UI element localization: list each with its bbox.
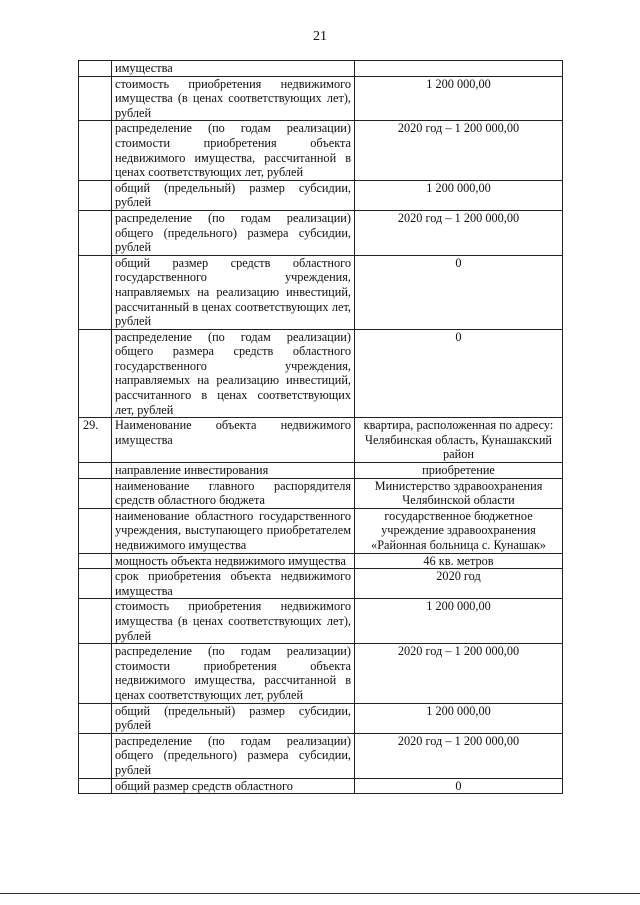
row-value-cell: 1 200 000,00 [355, 703, 563, 733]
table-row [79, 121, 563, 180]
table-row [79, 599, 563, 644]
row-value-cell: 0 [355, 255, 563, 329]
row-label-cell: общий размер средств областного государственного учреждения, направляемых на реализацию инвестиций, рассчитанный в ценах соответствующих лет, рублей [112, 255, 355, 329]
table-row [79, 329, 563, 418]
row-label-cell: общий (предельный) размер субсидии, рублей [112, 703, 355, 733]
table-row [79, 255, 563, 329]
row-value-cell: 2020 год – 1 200 000,00 [355, 644, 563, 703]
row-number-cell [79, 599, 112, 644]
row-label-cell: распределение (по годам реализации) общего (предельного) размера субсидии, рублей [112, 733, 355, 778]
row-number-cell: 29. [79, 418, 112, 463]
row-value-cell: 2020 год – 1 200 000,00 [355, 210, 563, 255]
page-number: 21 [313, 29, 327, 44]
row-label-cell: общий (предельный) размер субсидии, рублей [112, 180, 355, 210]
row-label-cell: распределение (по годам реализации) общего (предельного) размера субсидии, рублей [112, 210, 355, 255]
row-number-cell [79, 703, 112, 733]
row-label-cell: стоимость приобретения недвижимого имущества (в ценах соответствующих лет), рублей [112, 599, 355, 644]
row-value-cell: 2020 год [355, 569, 563, 599]
table-row [79, 508, 563, 553]
row-number-cell [79, 61, 112, 77]
table-row [79, 569, 563, 599]
row-number-cell [79, 329, 112, 418]
row-value-cell: 0 [355, 329, 563, 418]
row-number-cell [79, 508, 112, 553]
row-number-cell [79, 553, 112, 569]
table-row [79, 76, 563, 121]
table-row [79, 210, 563, 255]
row-number-cell [79, 478, 112, 508]
row-label-cell: мощность объекта недвижимого имущества [112, 553, 355, 569]
row-number-cell [79, 644, 112, 703]
row-number-cell [79, 121, 112, 180]
row-label-cell: направление инвестирования [112, 463, 355, 479]
table-row [79, 180, 563, 210]
row-number-cell [79, 569, 112, 599]
row-value-cell: 2020 год – 1 200 000,00 [355, 121, 563, 180]
row-label-cell: общий размер средств областного [112, 778, 355, 794]
row-number-cell [79, 180, 112, 210]
table-row [79, 418, 563, 463]
row-label-cell: распределение (по годам реализации) стоимости приобретения объекта недвижимого имущества, рассчитанной в ценах соответствующих лет, рублей [112, 644, 355, 703]
row-number-cell [79, 255, 112, 329]
row-label-cell: распределение (по годам реализации) общего размера средств областного государственного учреждения, направляемых на реализацию инвестиций, рассчитанного в ценах соответствующих лет, рублей [112, 329, 355, 418]
table-row [79, 733, 563, 778]
row-value-cell: Министерство здравоохранения Челябинской области [355, 478, 563, 508]
row-number-cell [79, 778, 112, 794]
table-row [79, 778, 563, 794]
row-label-cell: стоимость приобретения недвижимого имущества (в ценах соответствующих лет), рублей [112, 76, 355, 121]
table-row [79, 478, 563, 508]
footer-rule [0, 893, 640, 894]
row-value-cell: 1 200 000,00 [355, 599, 563, 644]
row-value-cell: 46 кв. метров [355, 553, 563, 569]
row-label-cell: наименование областного государственного учреждения, выступающего приобретателем недвижимого имущества [112, 508, 355, 553]
row-value-cell: приобретение [355, 463, 563, 479]
row-value-cell: 0 [355, 778, 563, 794]
row-label-cell: наименование главного распорядителя средств областного бюджета [112, 478, 355, 508]
row-value-cell: 2020 год – 1 200 000,00 [355, 733, 563, 778]
row-number-cell [79, 76, 112, 121]
row-label-cell: распределение (по годам реализации) стоимости приобретения объекта недвижимого имущества, рассчитанной в ценах соответствующих лет, рублей [112, 121, 355, 180]
row-value-cell: государственное бюджетное учреждение здравоохранения «Районная больница с. Кунашак» [355, 508, 563, 553]
table-row [79, 703, 563, 733]
row-number-cell [79, 210, 112, 255]
row-value-cell [355, 61, 563, 77]
table-row [79, 463, 563, 479]
table-row [79, 644, 563, 703]
investment-table [78, 60, 563, 794]
row-label-cell: срок приобретения объекта недвижимого имущества [112, 569, 355, 599]
row-label-cell: имущества [112, 61, 355, 77]
row-value-cell: 1 200 000,00 [355, 76, 563, 121]
row-number-cell [79, 463, 112, 479]
row-value-cell: квартира, расположенная по адресу: Челябинская область, Кунашакский район [355, 418, 563, 463]
row-number-cell [79, 733, 112, 778]
table-row [79, 553, 563, 569]
row-label-cell: Наименование объекта недвижимого имущества [112, 418, 355, 463]
table-row [79, 61, 563, 77]
investment-table-body [79, 61, 563, 794]
row-value-cell: 1 200 000,00 [355, 180, 563, 210]
